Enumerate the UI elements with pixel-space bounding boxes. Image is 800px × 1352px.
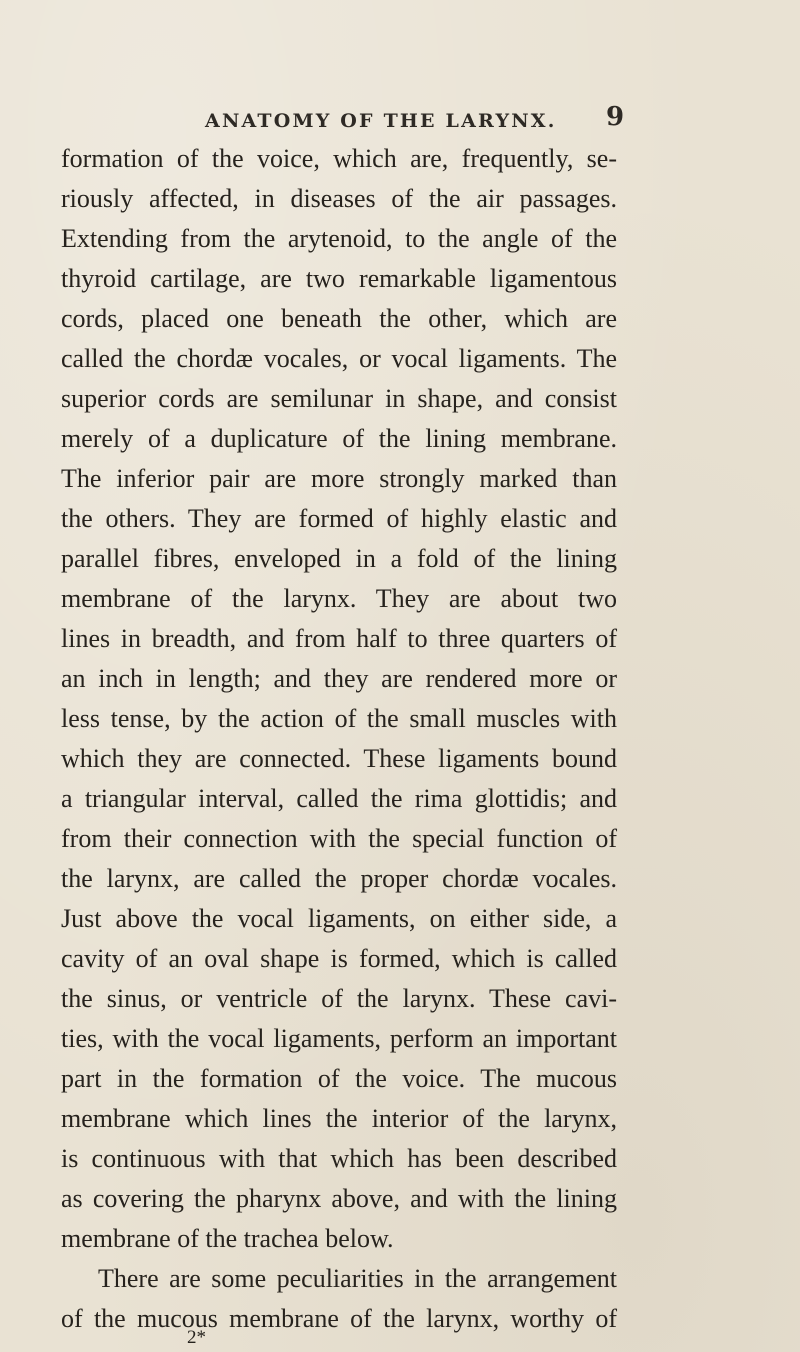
text-line: superior cords are semilunar in shape, and consist: [61, 384, 617, 413]
text-line: from their connection with the special function of: [61, 824, 617, 853]
text-line: merely of a duplicature of the lining membrane.: [61, 424, 617, 453]
text-line: the larynx, are called the proper chordæ vocales.: [61, 864, 617, 893]
text-line: of the mucous membrane of the larynx, worthy of: [61, 1304, 617, 1333]
text-line: Just above the vocal ligaments, on either side, a: [61, 904, 617, 933]
text-line: a triangular interval, called the rima glottidis; and: [61, 784, 617, 813]
text-line: cords, placed one beneath the other, which are: [61, 304, 617, 333]
text-line: ties, with the vocal ligaments, perform an important: [61, 1024, 617, 1053]
text-line: The inferior pair are more strongly marked than: [61, 464, 617, 493]
signature-mark: 2*: [187, 1327, 206, 1348]
text-line: parallel fibres, enveloped in a fold of the lining: [61, 544, 617, 573]
text-line: lines in breadth, and from half to three quarters of: [61, 624, 617, 653]
text-line: Extending from the arytenoid, to the angle of the: [61, 224, 617, 253]
text-line: membrane of the trachea below.: [61, 1224, 394, 1253]
text-line: which they are connected. These ligaments bound: [61, 744, 617, 773]
text-line: thyroid cartilage, are two remarkable ligamentous: [61, 264, 617, 293]
text-line: membrane which lines the interior of the larynx,: [61, 1104, 617, 1133]
text-line: formation of the voice, which are, frequently, se-: [61, 144, 617, 173]
text-line: the others. They are formed of highly elastic and: [61, 504, 617, 533]
page-number: 9: [606, 102, 625, 132]
text-line: is continuous with that which has been described: [61, 1144, 617, 1173]
text-line: less tense, by the action of the small muscles with: [61, 704, 617, 733]
running-head: ANATOMY OF THE LARYNX.: [205, 110, 557, 132]
text-line: riously affected, in diseases of the air passages.: [61, 184, 617, 213]
text-line: the sinus, or ventricle of the larynx. These cavi-: [61, 984, 617, 1013]
text-line: cavity of an oval shape is formed, which is called: [61, 944, 617, 973]
text-line: membrane of the larynx. They are about two: [61, 584, 617, 613]
text-line: part in the formation of the voice. The mucous: [61, 1064, 617, 1093]
text-line: an inch in length; and they are rendered more or: [61, 664, 617, 693]
text-line: called the chordæ vocales, or vocal ligaments. The: [61, 344, 617, 373]
text-line: as covering the pharynx above, and with the lining: [61, 1184, 617, 1213]
text-line: There are some peculiarities in the arrangement: [98, 1264, 617, 1293]
